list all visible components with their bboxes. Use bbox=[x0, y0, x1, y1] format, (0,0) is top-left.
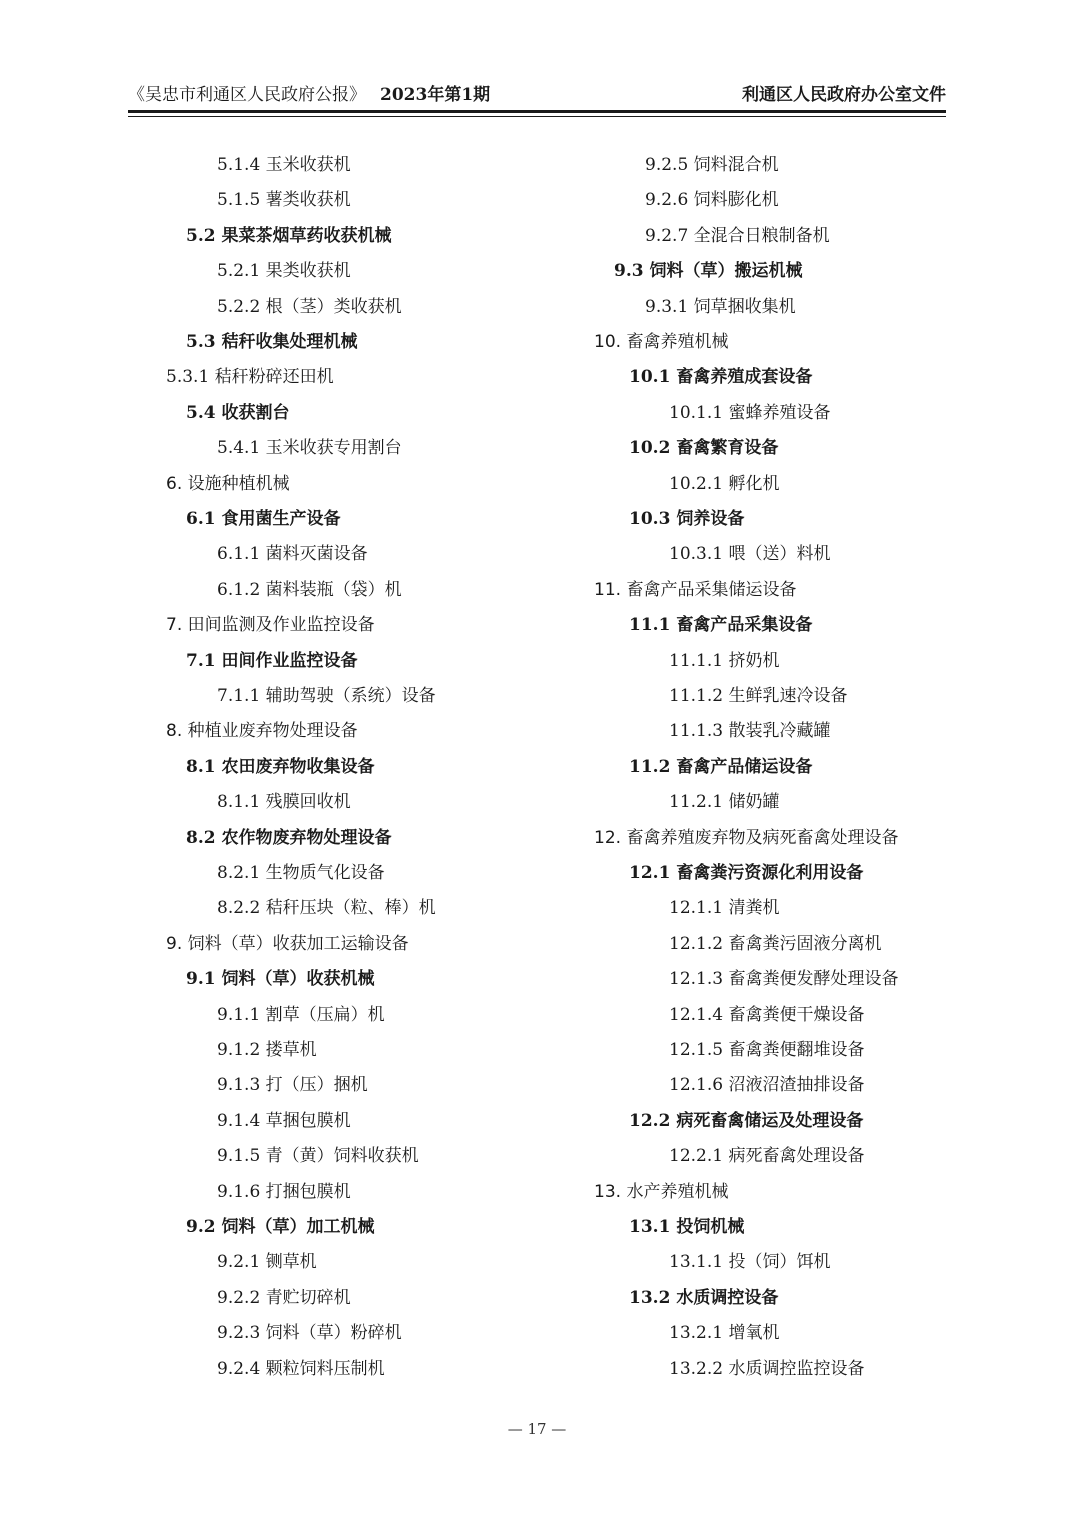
subsection-heading: 8.1 农田废弃物收集设备 bbox=[186, 756, 375, 777]
list-item: 5.2.2 根（茎）类收获机 bbox=[217, 296, 402, 317]
list-item: 10.2.1 孵化机 bbox=[669, 473, 780, 494]
subsection-heading: 11.2 畜禽产品储运设备 bbox=[629, 756, 813, 777]
list-item: 9.1.2 搂草机 bbox=[217, 1040, 317, 1060]
subsection-heading: 11.1 畜禽产品采集设备 bbox=[629, 615, 813, 636]
list-item: 9.2.3 饲料（草）粉碎机 bbox=[217, 1323, 402, 1344]
subsection-heading: 7.1 田间作业监控设备 bbox=[186, 650, 358, 671]
subsection-heading: 5.3 秸秆收集处理机械 bbox=[186, 332, 358, 352]
list-item: 5.3.1 秸秆粉碎还田机 bbox=[166, 367, 334, 388]
list-item: 11.1.3 散装乳冷藏罐 bbox=[669, 721, 831, 742]
list-item: 9.2.4 颗粒饲料压制机 bbox=[217, 1358, 385, 1379]
list-item: 8.2.2 秸秆压块（粒、棒）机 bbox=[217, 898, 436, 919]
list-item: 9.1.3 打（压）捆机 bbox=[217, 1075, 368, 1096]
list-item: 13.1.1 投（饲）饵机 bbox=[669, 1252, 831, 1273]
list-item: 9.1.4 草捆包膜机 bbox=[217, 1110, 351, 1131]
section-heading: 6. 设施种植机械 bbox=[166, 473, 290, 494]
header-office: 利通区人民政府办公室文件 bbox=[742, 85, 946, 105]
list-item: 5.4.1 玉米收获专用割台 bbox=[217, 438, 402, 459]
subsection-heading: 13.1 投饲机械 bbox=[629, 1217, 745, 1237]
header-rule-thick bbox=[128, 110, 946, 113]
section-heading: 7. 田间监测及作业监控设备 bbox=[166, 615, 375, 636]
subsection-heading: 8.2 农作物废弃物处理设备 bbox=[186, 827, 392, 848]
list-item: 9.3.1 饲草捆收集机 bbox=[645, 296, 796, 317]
list-item: 12.1.4 畜禽粪便干燥设备 bbox=[669, 1004, 865, 1025]
list-item: 12.2.1 病死畜禽处理设备 bbox=[669, 1146, 865, 1167]
section-heading: 11. 畜禽产品采集储运设备 bbox=[594, 579, 797, 600]
list-item: 5.2.1 果类收获机 bbox=[217, 261, 351, 282]
list-item: 8.2.1 生物质气化设备 bbox=[217, 863, 385, 883]
subsection-heading: 6.1 食用菌生产设备 bbox=[186, 509, 341, 529]
section-heading: 12. 畜禽养殖废弃物及病死畜禽处理设备 bbox=[594, 827, 899, 848]
list-item: 10.3.1 喂（送）料机 bbox=[669, 544, 831, 565]
subsection-heading: 9.1 饲料（草）收获机械 bbox=[186, 969, 375, 990]
subsection-heading: 5.2 果菜茶烟草药收获机械 bbox=[186, 225, 392, 246]
list-item: 13.2.1 增氧机 bbox=[669, 1323, 780, 1344]
list-item: 5.1.4 玉米收获机 bbox=[217, 155, 351, 175]
list-item: 5.1.5 薯类收获机 bbox=[217, 190, 351, 211]
list-item: 12.1.5 畜禽粪便翻堆设备 bbox=[669, 1040, 865, 1060]
page-header bbox=[128, 80, 946, 110]
list-item: 11.1.2 生鲜乳速冷设备 bbox=[669, 686, 848, 706]
list-item: 7.1.1 辅助驾驶（系统）设备 bbox=[217, 686, 436, 706]
section-heading: 13. 水产养殖机械 bbox=[594, 1181, 729, 1202]
subsection-heading: 9.2 饲料（草）加工机械 bbox=[186, 1217, 375, 1237]
list-item: 13.2.2 水质调控监控设备 bbox=[669, 1358, 865, 1379]
list-item: 12.1.1 清粪机 bbox=[669, 898, 780, 919]
list-item: 11.1.1 挤奶机 bbox=[669, 650, 780, 671]
header-rule-thin bbox=[128, 116, 946, 117]
list-item: 8.1.1 残膜回收机 bbox=[217, 792, 351, 813]
list-item: 6.1.1 菌料灭菌设备 bbox=[217, 544, 368, 565]
subsection-heading: 10.2 畜禽繁育设备 bbox=[629, 438, 779, 459]
list-item: 12.1.6 沼液沼渣抽排设备 bbox=[669, 1075, 865, 1096]
subsection-heading: 12.1 畜禽粪污资源化利用设备 bbox=[629, 863, 864, 883]
subsection-heading: 10.1 畜禽养殖成套设备 bbox=[629, 367, 813, 388]
list-item: 9.1.1 割草（压扁）机 bbox=[217, 1004, 385, 1025]
subsection-heading: 10.3 饲养设备 bbox=[629, 509, 745, 529]
list-item: 9.2.5 饲料混合机 bbox=[645, 155, 779, 175]
subsection-heading: 13.2 水质调控设备 bbox=[629, 1287, 779, 1308]
section-heading: 10. 畜禽养殖机械 bbox=[594, 332, 729, 352]
list-item: 11.2.1 储奶罐 bbox=[669, 792, 780, 813]
section-heading: 8. 种植业废弃物处理设备 bbox=[166, 721, 358, 742]
header-publication bbox=[128, 80, 490, 105]
list-item: 12.1.2 畜禽粪污固液分离机 bbox=[669, 933, 882, 954]
publication-title: 《吴忠市利通区人民政府公报》 bbox=[128, 85, 366, 105]
subsection-heading: 9.3 饲料（草）搬运机械 bbox=[614, 261, 803, 282]
list-item: 9.2.6 饲料膨化机 bbox=[645, 190, 779, 211]
list-item: 6.1.2 菌料装瓶（袋）机 bbox=[217, 579, 402, 600]
list-item: 10.1.1 蜜蜂养殖设备 bbox=[669, 402, 831, 423]
subsection-heading: 12.2 病死畜禽储运及处理设备 bbox=[629, 1110, 864, 1131]
list-item: 12.1.3 畜禽粪便发酵处理设备 bbox=[669, 969, 899, 990]
list-item: 9.2.1 铡草机 bbox=[217, 1252, 317, 1273]
list-item: 9.2.7 全混合日粮制备机 bbox=[645, 225, 830, 246]
subsection-heading: 5.4 收获割台 bbox=[186, 402, 290, 423]
list-item: 9.1.5 青（黄）饲料收获机 bbox=[217, 1146, 419, 1167]
issue-label: 2023年第1期 bbox=[380, 85, 491, 105]
list-item: 9.1.6 打捆包膜机 bbox=[217, 1181, 351, 1202]
page-number: — 17 — bbox=[507, 1420, 567, 1438]
list-item: 9.2.2 青贮切碎机 bbox=[217, 1287, 351, 1308]
section-heading: 9. 饲料（草）收获加工运输设备 bbox=[166, 933, 409, 954]
